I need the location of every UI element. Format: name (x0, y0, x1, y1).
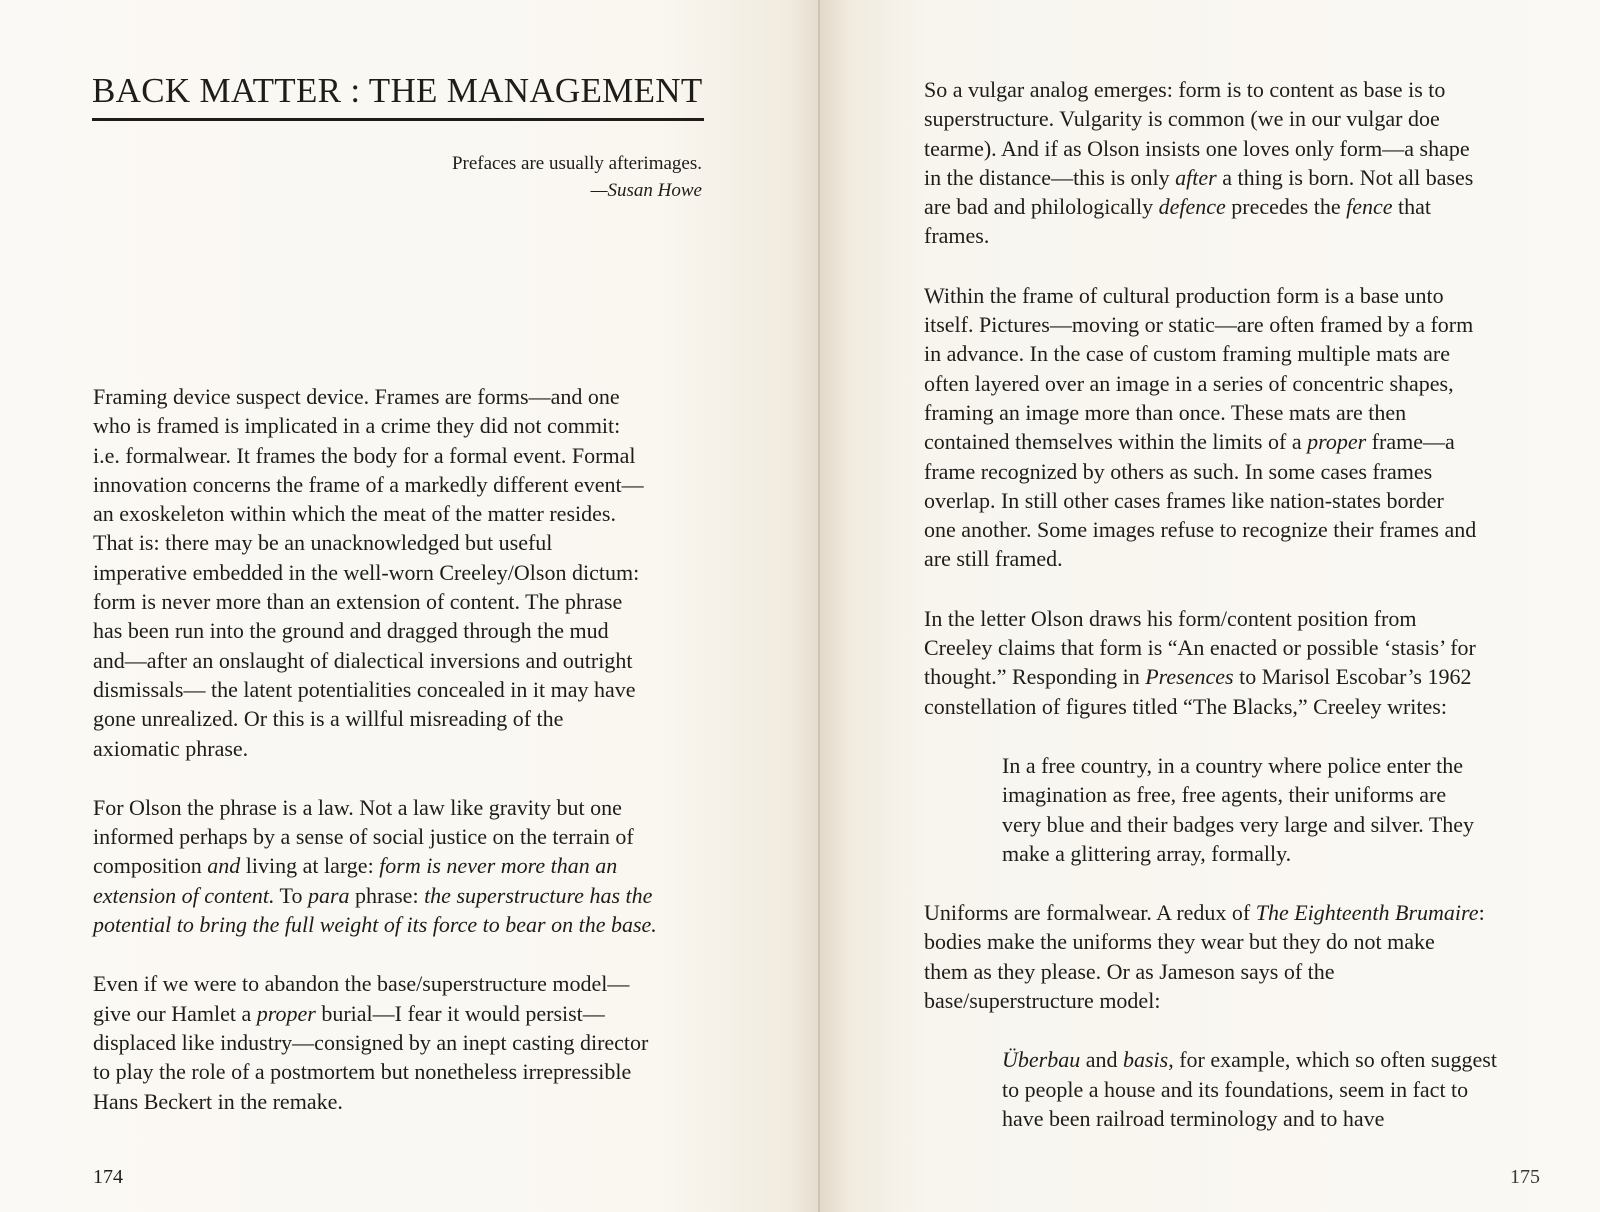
text-line: Hans Beckert in the remake. (93, 1088, 343, 1114)
text-run: a thing is born. Not all bases (1216, 164, 1474, 190)
text-run: to Marisol Escobar’s 1962 (1233, 664, 1472, 690)
text-run: that (1392, 194, 1431, 220)
text-run: To (274, 882, 308, 908)
text-line: dismissals— the latent potentialities concealed in it may have (93, 676, 636, 702)
text-line: Even if we were to abandon the base/superstructure model— (93, 971, 630, 997)
text-run: in the distance—this is only (924, 164, 1176, 190)
text-line: itself. Pictures—moving or static—are often framed by a form (924, 312, 1474, 338)
page-number: 175 (1510, 1166, 1540, 1188)
paragraph-vulgar-analog (924, 75, 1544, 251)
emphasis-text: and (207, 853, 241, 879)
text-run: composition (93, 853, 208, 879)
block-quote-jameson (924, 1045, 1542, 1133)
epigraph-author: —Susan Howe (590, 180, 702, 201)
text-line (93, 851, 733, 880)
text-line (924, 427, 1544, 456)
emphasis-text: after (1175, 164, 1217, 190)
emphasis-text: Überbau (1002, 1047, 1081, 1073)
text-line (93, 999, 733, 1028)
text-line: framing an image more than once. These mats are then (924, 399, 1407, 425)
text-line: superstructure. Vulgarity is common (we in our vulgar doe (924, 106, 1440, 132)
text-line: and—after an onslaught of dialectical inversions and outright (93, 647, 633, 673)
text-run: contained themselves within the limits of a (924, 429, 1308, 455)
text-line: form is never more than an extension of content. The phrase (93, 589, 623, 615)
text-line: displaced like industry—consigned by an inept casting director (93, 1029, 649, 1055)
text-line: imagination as free, free agents, their uniforms are (1002, 782, 1447, 808)
paragraph-uniforms (924, 898, 1544, 1015)
text-line: Creeley claims that form is “An enacted or possible ‘stasis’ for (924, 635, 1476, 661)
text-line: Within the frame of cultural production form is a base unto (924, 282, 1444, 308)
text-line: tearme). And if as Olson insists one loves only form—a shape (924, 135, 1470, 161)
emphasis-text: proper (1307, 429, 1367, 455)
text-line: In a free country, in a country where police enter the (1002, 752, 1463, 778)
text-line (93, 881, 733, 910)
text-line: bodies make the uniforms they wear but they do not make (924, 929, 1435, 955)
page-number: 174 (93, 1166, 123, 1188)
text-line: one another. Some images refuse to recognize their frames and (924, 517, 1477, 543)
text-line: to play the role of a postmortem but nonetheless irrepressible (93, 1059, 632, 1085)
text-line: For Olson the phrase is a law. Not a law like gravity but one (93, 794, 622, 820)
text-run: frame—a (1366, 429, 1455, 455)
block-quote-creeley (924, 751, 1542, 868)
text-run: precedes the (1225, 194, 1347, 220)
paragraph-base-superstructure (93, 969, 733, 1115)
text-run: give our Hamlet a (93, 1000, 257, 1026)
emphasis-text: para (307, 882, 350, 908)
text-line: have been railroad terminology and to have (1002, 1105, 1385, 1131)
text-line: to people a house and its foundations, seem in fact to (1002, 1076, 1469, 1102)
emphasis-text: extension of content. (93, 882, 275, 908)
emphasis-text: potential to bring the full weight of its force to bear on the base. (93, 912, 657, 938)
text-line: make a glittering array, formally. (1002, 840, 1292, 866)
text-line: gone unrealized. Or this is a willful misreading of the (93, 706, 564, 732)
text-line: base/superstructure model: (924, 988, 1161, 1014)
text-run: are bad and philologically (924, 194, 1159, 220)
emphasis-text: basis (1122, 1047, 1169, 1073)
text-line: in advance. In the case of custom framing multiple mats are (924, 341, 1450, 367)
emphasis-text: form is never more than an (379, 853, 618, 879)
paragraph-olson-letter (924, 604, 1544, 721)
text-line: are still framed. (924, 546, 1063, 572)
text-run: , for example, which so often suggest (1168, 1047, 1497, 1073)
left-body (93, 382, 733, 1146)
text-run: Uniforms are formalwear. A redux of (924, 900, 1256, 926)
text-line (93, 910, 733, 939)
text-line: In the letter Olson draws his form/content position from (924, 605, 1417, 631)
epigraph-quote: Prefaces are usually afterimages. (451, 153, 702, 174)
right-body (924, 75, 1544, 1163)
text-line: axiomatic phrase. (93, 735, 249, 761)
paragraph-framing-device (93, 382, 733, 763)
emphasis-text: proper (256, 1000, 316, 1026)
text-line (924, 163, 1544, 192)
text-line: i.e. formalwear. It frames the body for a formal event. Formal (93, 442, 636, 468)
text-line (924, 662, 1544, 691)
text-line: informed perhaps by a sense of social justice on the terrain of (93, 824, 634, 850)
text-line: often layered over an image in a series of concentric shapes, (924, 370, 1454, 396)
text-line: frame recognized by others as such. In some cases frames (924, 458, 1433, 484)
text-line: innovation concerns the frame of a markedly different event— (93, 471, 644, 497)
text-run: thought.” Responding in (924, 664, 1146, 690)
right-page (820, 0, 1600, 1212)
text-line: an exoskeleton within which the meat of the matter resides. (93, 501, 616, 527)
chapter-title: BACK MATTER : THE MANAGEMENT (92, 70, 704, 121)
text-line (924, 898, 1544, 927)
text-line: imperative embedded in the well-worn Creeley/Olson dictum: (93, 559, 640, 585)
text-run: : (1478, 900, 1485, 926)
epigraph (340, 150, 702, 204)
text-run: living at large: (240, 853, 380, 879)
text-line: very blue and their badges very large and silver. They (1002, 811, 1475, 837)
text-line: has been run into the ground and dragged through the mud (93, 618, 609, 644)
paragraph-olson-law (93, 793, 733, 939)
text-run: burial—I fear it would persist— (315, 1000, 605, 1026)
text-line: frames. (924, 223, 990, 249)
text-line: That is: there may be an unacknowledged but useful (93, 530, 553, 556)
emphasis-text: the superstructure has the (424, 882, 653, 908)
paragraph-cultural-production (924, 281, 1544, 574)
text-line: who is framed is implicated in a crime they did not commit: (93, 413, 621, 439)
text-line (924, 192, 1544, 221)
text-line: Framing device suspect device. Frames are forms—and one (93, 384, 620, 409)
text-line: So a vulgar analog emerges: form is to content as base is to (924, 77, 1446, 102)
emphasis-text: fence (1346, 194, 1393, 220)
text-run: phrase: (349, 882, 425, 908)
text-run: and (1080, 1047, 1123, 1073)
text-line: constellation of figures titled “The Blacks,” Creeley writes: (924, 693, 1447, 719)
emphasis-text: Presences (1145, 664, 1234, 690)
text-line: them as they please. Or as Jameson says of the (924, 958, 1335, 984)
emphasis-text: The Eighteenth Brumaire (1255, 900, 1479, 926)
text-line: overlap. In still other cases frames like nation-states border (924, 487, 1444, 513)
emphasis-text: defence (1158, 194, 1226, 220)
text-line (1002, 1045, 1542, 1074)
